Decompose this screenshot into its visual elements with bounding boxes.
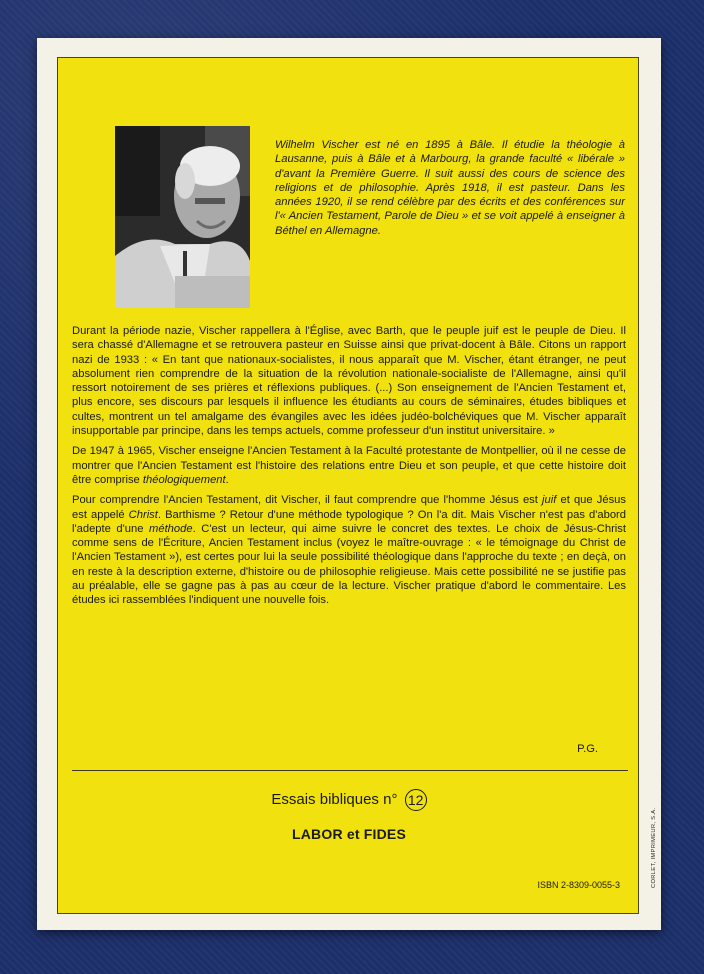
signature-initials: P.G.: [577, 743, 598, 755]
paragraph-method-part-c: et que Jésus est appelé: [72, 494, 626, 521]
main-text: [72, 324, 626, 614]
divider-line: [72, 770, 628, 771]
emphasis-theologiquement: théologiquement: [142, 473, 226, 486]
author-biography: Wilhelm Vischer est né en 1895 à Bâle. Il étudie la théologie à Lausanne, puis à Bâle et à Marbourg, la grande faculté « libérale » d'avant la Première Guerre. Il suit aussi des cours de science des religions et de philosophie. Après 1918, il est pasteur. Dans les années 1920, il se rend célèbre par des écrits et des conférences sur l'« Ancien Testament, Parole de Dieu » et se voit appelé à enseigner à Béthel en Allemagne.: [275, 139, 625, 237]
book-back-cover: [37, 38, 661, 930]
paragraph-method-part-g: . C'est un lecteur, qui aime suivre le concret des textes. Le choix de Jésus-Christ comme sens de l'Écriture, Ancien Testament inclus (voyez le maître-ouvrage : « le témoignage du Christ de l'Ancien Testament »), est certes pour lui la seule possibilité théologique dans l'approche du texte ; en deçà, on en reste à la description externe, d'histoire ou de philosophie religieuse. Mais cette possibilité ne se justifie pas au préalable, elle se gagne pas à pas au cœur de la lecture. Vischer pratique d'abord le commentaire. Les études ici rassemblées l'indiquent une nouvelle fois.: [72, 522, 626, 607]
paragraph-method-part-a: Pour comprendre l'Ancien Testament, dit Vischer, il faut comprendre que l'homme Jésus est: [72, 494, 543, 507]
publisher-name: LABOR et FIDES: [291, 826, 407, 842]
series-title: [58, 789, 640, 811]
paragraph-montpellier-text: De 1947 à 1965, Vischer enseigne l'Ancien Testament à la Faculté protestante de Montpellier, où il ne cesse de montrer que l'Ancien Testament est l'histoire des relations entre Dieu et son peuple, et que cette histoire doit être comprise: [72, 445, 626, 486]
isbn-number: ISBN 2-8309-0055-3: [537, 880, 620, 890]
author-portrait-image: [115, 126, 250, 308]
printer-credit: CORLET, IMPRIMEUR, S.A.: [651, 808, 657, 889]
yellow-panel: [57, 57, 639, 914]
emphasis-methode: méthode: [149, 522, 193, 535]
author-photo: [115, 126, 250, 308]
paragraph-method: [72, 493, 626, 607]
series-label: Essais bibliques n°: [271, 790, 398, 808]
paragraph-nazi-period: Durant la période nazie, Vischer rappellera à l'Église, avec Barth, que le peuple juif est le peuple de Dieu. Il sera chassé d'Allemagne et se retrouvera pasteur en Suisse ainsi que privat-docent à Bâle. Citons un rapport nazi de 1933 : « En tant que nationaux-socialistes, il nous apparaît que M. Vischer, étant étranger, ne peut absolument rien comprendre de la situation de la révolution nationale-socialiste de l'Allemagne, ainsi qu'il ressort notoirement de ses prières et réflexions publiques. (...) Son enseignement de l'Ancien Testament et, plus encore, ses discours par lesquels il influence les étudiants au cours de séminaires, études bibliques et cultes, montrent un tel amalgame des évangiles avec les idées judéo-bolchéviques que M. Vischer apparaît insupportable par principe, dans les temps actuels, comme professeur d'un institut universitaire. »: [72, 325, 626, 438]
paragraph-method-part-e: . Barthisme ? Retour d'une méthode typologique ? On l'a dit. Mais Vischer n'est pas d'abord l'adepte d'une: [72, 508, 626, 535]
paragraph-montpellier-end: .: [225, 473, 229, 486]
emphasis-christ: Christ: [128, 508, 158, 521]
emphasis-juif: juif: [542, 494, 557, 507]
series-number-badge: 12: [405, 789, 427, 811]
paragraph-montpellier: [72, 444, 626, 487]
